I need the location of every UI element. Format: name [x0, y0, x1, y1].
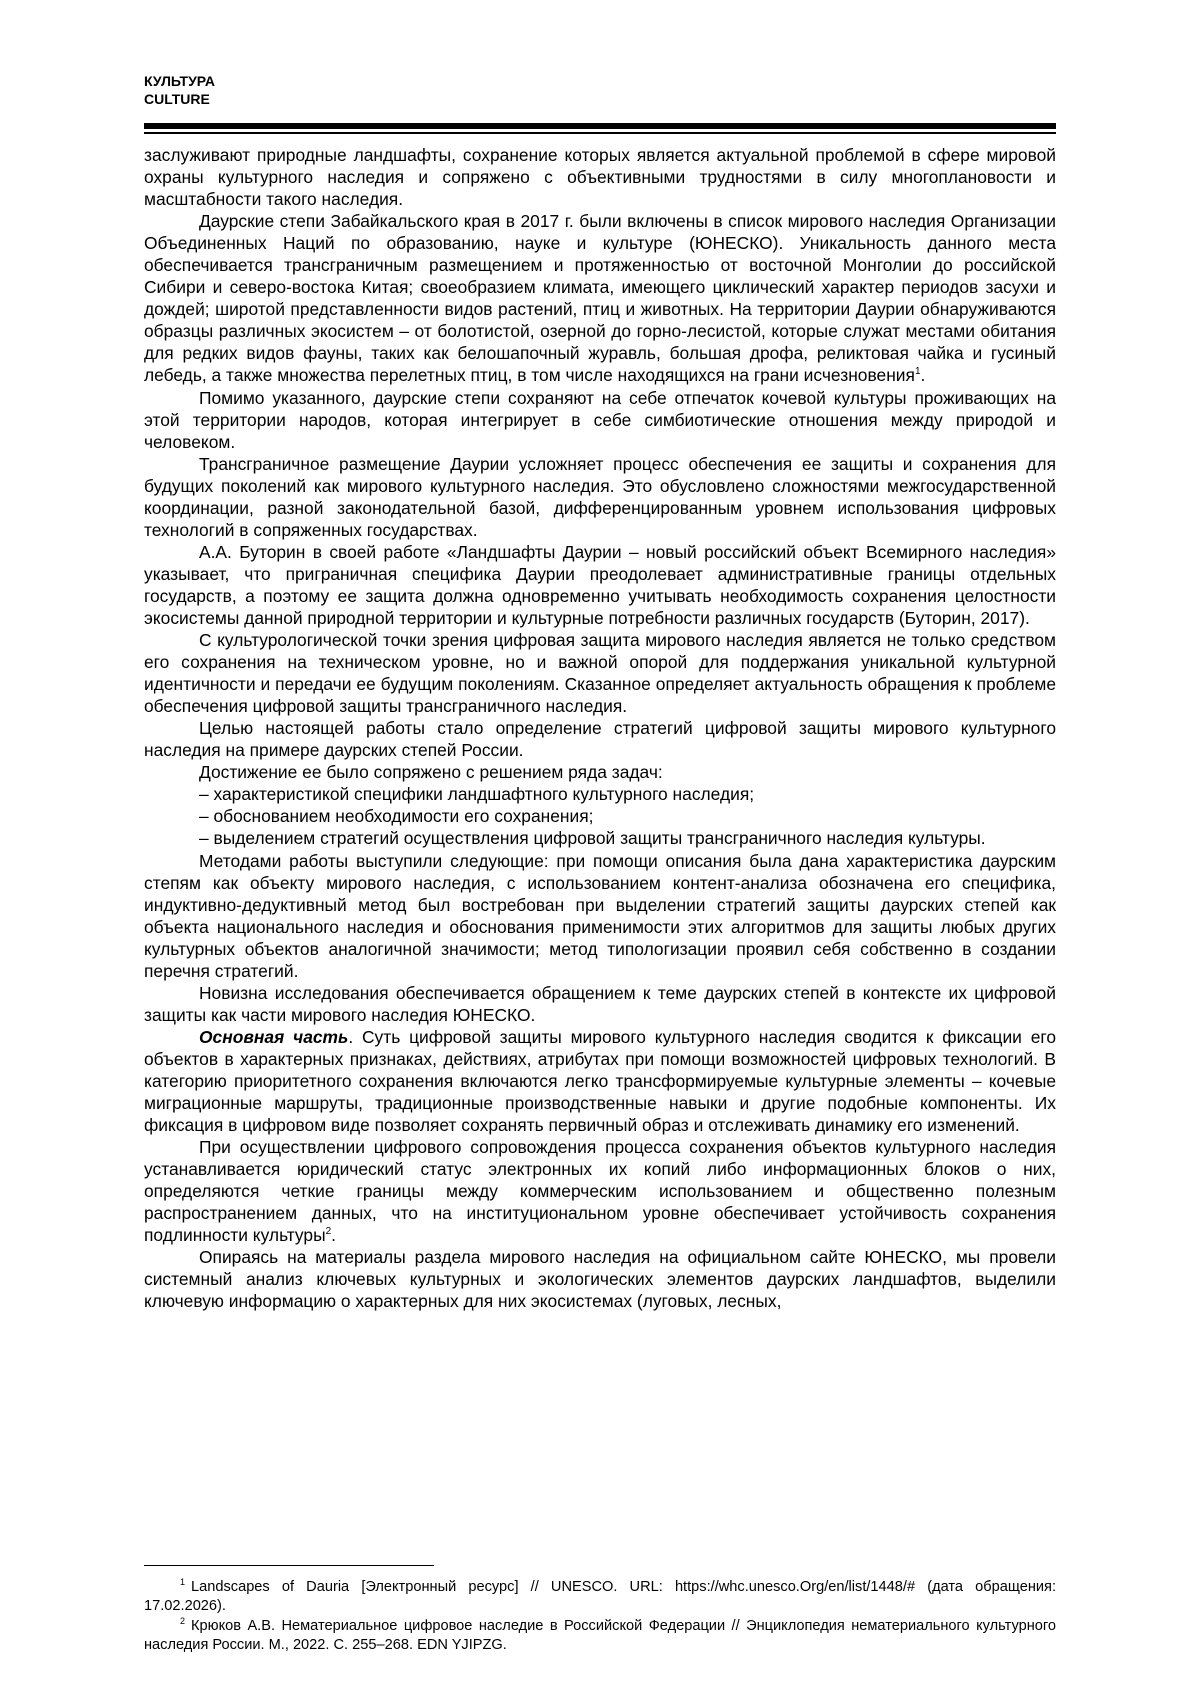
- paragraph-nomadic-culture: Помимо указанного, даурские степи сохраняют на себе отпечаток кочевой культуры проживающих на этой территории народов, которая интегрирует в себе симбиотические отношения между природой и человеком.: [144, 387, 1056, 452]
- header-rule-thin: [144, 132, 1056, 134]
- article-body: [144, 144, 1056, 1312]
- main-part-heading: Основная часть: [199, 1026, 349, 1047]
- footnote-text: Крюков А.В. Нематериальное цифровое наследие в Российской Федерации // Энциклопедия нематериального культурного наследия России. М., 2022. С. 255–268. EDN YJIPZG.: [144, 1618, 1056, 1653]
- paragraph-butorin: А.А. Буторин в своей работе «Ландшафты Даурии – новый российский объект Всемирного наследия» указывает, что приграничная специфика Даурии преодолевает административные границы отдельных государств, а поэтому ее защита должна одновременно учитывать необходимость сохранения целостности экосистемы данной природной территории и культурные потребности различных государств (Буторин, 2017).: [144, 541, 1056, 628]
- section-title-en: CULTURE: [144, 91, 210, 107]
- paragraph-text: При осуществлении цифрового сопровождения процесса сохранения объектов культурного наследия устанавливается юридический статус электронных их копий либо информационных блоков о них, определяются четкие границы между коммерческим использованием и общественно полезным распространением данных, что на институциональном уровне обеспечивает устойчивость сохранения подлинности культуры: [144, 1137, 1056, 1246]
- task-item-3: – выделением стратегий осуществления цифровой защиты трансграничного наследия культуры.: [199, 828, 986, 849]
- footnote-ref-1: 1: [914, 366, 921, 378]
- header-rule-thick: [144, 123, 1056, 129]
- paragraph-dauria-unesco: [144, 210, 1056, 386]
- paragraph-main-part: [144, 1026, 1056, 1136]
- paragraph-tasks-intro: Достижение ее было сопряжено с решением ряда задач:: [199, 762, 663, 783]
- section-title-ru: КУЛЬТУРА: [144, 73, 216, 89]
- footnote-1: [144, 1578, 1056, 1615]
- task-item-2: – обоснованием необходимости его сохранения;: [199, 806, 594, 827]
- running-header: [144, 72, 215, 108]
- footnotes: [144, 1578, 1056, 1656]
- paragraph-continuation: заслуживают природные ландшафты, сохранение которых является актуальной проблемой в сфере мировой охраны культурного наследия и сопряжено с объективными трудностями в силу многоплановости и масштабности такого наследия.: [144, 145, 1056, 210]
- paragraph-analysis: Опираясь на материалы раздела мирового наследия на официальном сайте ЮНЕСКО, мы провели системный анализ ключевых культурных и экологических элементов даурских ландшафтов, выделили ключевую информацию о характерных для них экосистемах (луговых, лесных,: [144, 1247, 1056, 1312]
- paragraph-text: Даурские степи Забайкальского края в 2017 г. были включены в список мирового наследия Организации Объединенных Наций по образованию, науке и культуре (ЮНЕСКО). Уникальность данного места обеспечивается трансграничным размещением и протяженностью от восточной Монголии до российской Сибири и северо-востока Китая; своеобразием климата, имеющего циклический характер периодов засухи и дождей; широтой представленности видов растений, птиц и животных. На территории Даурии обнаруживаются образцы различных экосистем – от болотистой, озерной до горно-лесистой, которые служат местами обитания для редких видов фауны, таких как белошапочный журавль, большая дрофа, реликтовая чайка и гусиный лебедь, а также множества перелетных птиц, в том числе находящихся на грани исчезновения: [144, 211, 1056, 386]
- footnote-2: [144, 1617, 1056, 1654]
- paragraph-novelty: Новизна исследования обеспечивается обращением к теме даурских степей в контексте их цифровой защиты как части мирового наследия ЮНЕСКО.: [144, 982, 1056, 1025]
- paragraph-aim: Целью настоящей работы стало определение стратегий цифровой защиты мирового культурного наследия на примере даурских степей России.: [144, 718, 1056, 761]
- paragraph-relevance: С культурологической точки зрения цифровая защита мирового наследия является не только средством его сохранения на техническом уровне, но и важной опорой для поддержания уникальной культурной идентичности и передачи ее будущим поколениям. Сказанное определяет актуальность обращения к проблеме обеспечения цифровой защиты трансграничного наследия.: [144, 630, 1056, 717]
- footnote-text: Landscapes of Dauria [Электронный ресурс] // UNESCO. URL: https://whc.unesco.Org/en/list/1448/# (дата обращения: 17.02.2026).: [144, 1579, 1056, 1614]
- paragraph-transboundary: Трансграничное размещение Даурии усложняет процесс обеспечения ее защиты и сохранения для будущих поколений как мирового культурного наследия. Это обусловлено сложностями межгосударственной координации, разной законодательной базой, дифференцированным уровнем использования цифровых технологий в сопряженных государствах.: [144, 453, 1056, 540]
- paragraph-legal-status: [144, 1136, 1056, 1246]
- paragraph-end: .: [331, 1225, 337, 1246]
- paragraph-methods: Методами работы выступили следующие: при помощи описания была дана характеристика даурским степям как объекту мирового наследия, с использованием контент-анализа обозначена его специфика, индуктивно-дедуктивный метод был востребован при выделении стратегий защиты даурских степей как объекта национального наследия и обоснования применимости этих алгоритмов для защиты любых других культурных объектов аналогичной значимости; метод типологизации проявил себя собственно в создании перечня стратегий.: [144, 850, 1056, 981]
- footnote-mark: 2: [180, 1616, 186, 1627]
- footnote-mark: 1: [180, 1577, 186, 1588]
- task-item-1: – характеристикой специфики ландшафтного культурного наследия;: [199, 784, 755, 805]
- paragraph-end: .: [920, 365, 926, 386]
- footnote-ref-2: 2: [325, 1226, 332, 1238]
- paragraph-text: . Суть цифровой защиты мирового культурного наследия сводится к фиксации его объектов в характерных признаках, действиях, атрибутах при помощи возможностей цифровых технологий. В категорию приоритетного сохранения включаются легко трансформируемые культурные элементы – кочевые миграционные маршруты, традиционные производственные навыки и другие подобные компоненты. Их фиксация в цифровом виде позволяет сохранять первичный образ и отслеживать динамику его изменений.: [144, 1026, 1056, 1136]
- footnote-separator: [144, 1565, 434, 1566]
